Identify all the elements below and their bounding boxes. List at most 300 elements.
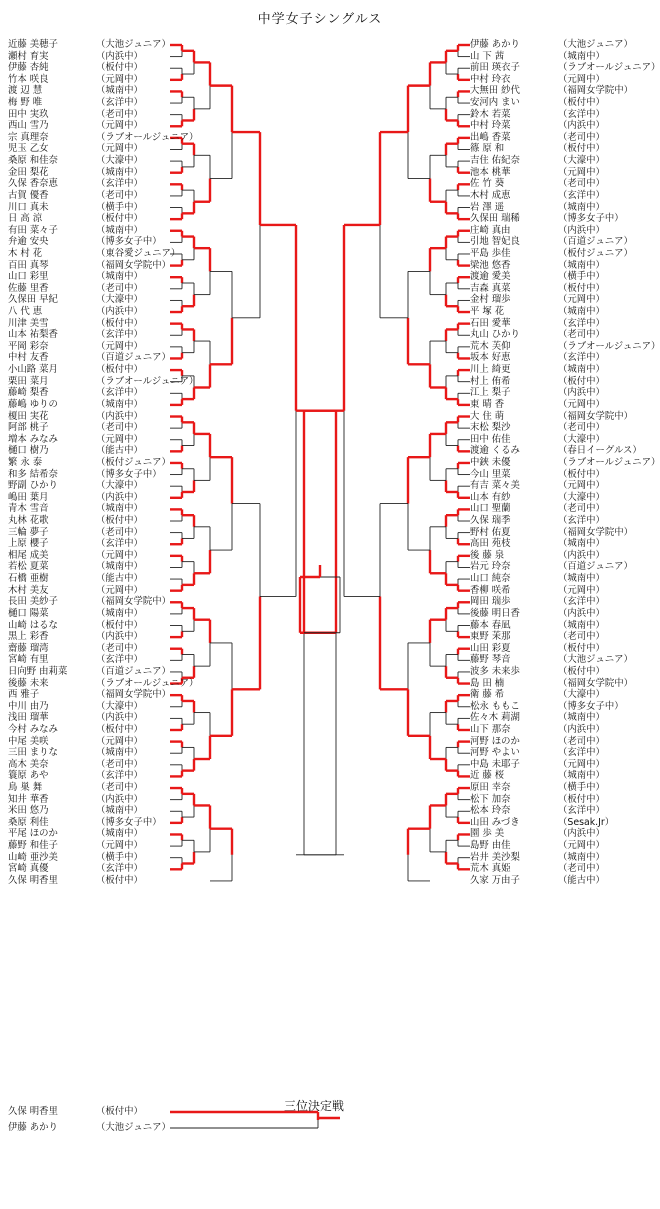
team-name: （大濠中） <box>558 433 605 445</box>
right-entry <box>470 318 640 330</box>
player-name: 荒木 芙仰 <box>470 340 511 352</box>
left-entry <box>8 318 178 330</box>
team-name: （玄洋中） <box>558 317 605 329</box>
player-name: 島 田 楠 <box>470 677 505 689</box>
left-entry <box>8 828 178 840</box>
team-name: （Sesak.Jr） <box>558 816 615 828</box>
team-name: （城南中） <box>96 503 143 515</box>
left-entry <box>8 97 178 109</box>
team-name: （横手中） <box>96 201 143 213</box>
player-name: 藤野 和佳子 <box>8 840 58 852</box>
right-entry <box>470 573 640 585</box>
team-name: （老司中） <box>558 735 605 747</box>
right-entry <box>470 643 640 655</box>
player-name: 古賀 優香 <box>8 189 49 201</box>
team-name: （城南中） <box>558 259 605 271</box>
right-entry <box>470 434 640 446</box>
team-name: （大濠中） <box>96 155 143 167</box>
team-name: （老司中） <box>558 178 605 190</box>
team-name: （福岡女学院中） <box>558 526 634 538</box>
team-name: （内浜中） <box>96 491 143 503</box>
player-name: 黒上 彩香 <box>8 631 49 643</box>
player-name: 河野 ほのか <box>470 735 520 747</box>
team-name: （板付中） <box>96 364 143 376</box>
right-entry <box>470 225 640 237</box>
team-name: （玄洋中） <box>96 770 143 782</box>
right-entry <box>470 352 640 364</box>
player-name: 渡逾 愛美 <box>470 271 511 283</box>
player-name: 木村 美友 <box>8 584 49 596</box>
left-entry <box>8 585 178 597</box>
player-name: 山 下 茜 <box>470 50 505 62</box>
player-name: 竹本 咲良 <box>8 73 49 85</box>
right-entry <box>470 329 640 341</box>
left-entry <box>8 875 178 887</box>
team-name: （内浜中） <box>96 631 143 643</box>
right-entry <box>470 747 640 759</box>
player-name: 前田 瑛衣子 <box>470 62 520 74</box>
team-name: （内浜中） <box>558 387 605 399</box>
player-name: 有田 菜々子 <box>8 224 58 236</box>
player-name: 山崎 亜沙美 <box>8 851 58 863</box>
team-name: （玄洋中） <box>96 97 143 109</box>
right-entry <box>470 213 640 225</box>
right-entry <box>470 202 640 214</box>
right-entry <box>470 260 640 272</box>
team-name: （板付ジュニア） <box>96 456 171 468</box>
team-name: （板付中） <box>96 874 143 886</box>
player-name: 庄崎 真由 <box>470 224 511 236</box>
player-name: 久保 香奈恵 <box>8 178 58 190</box>
left-entry <box>8 573 178 585</box>
right-entry <box>470 852 640 864</box>
right-entry <box>470 399 640 411</box>
player-name: 渡逾 くるみ <box>470 445 520 457</box>
right-entry <box>470 515 640 527</box>
left-entry <box>8 294 178 306</box>
team-name: （元岡中） <box>96 73 143 85</box>
player-name: 山下 那奈 <box>470 723 511 735</box>
left-entry <box>8 375 199 388</box>
left-entry <box>8 492 178 504</box>
team-name: （板付中） <box>558 665 605 677</box>
left-entry <box>8 202 178 214</box>
player-name: 近藤 美穂子 <box>8 39 58 50</box>
player-name: 東野 茉那 <box>470 631 511 643</box>
left-entry <box>8 770 178 782</box>
team-name: （東谷愛ジュニア） <box>96 247 181 259</box>
left-entry <box>8 260 178 272</box>
right-entry <box>470 74 640 86</box>
team-name: （玄洋中） <box>96 654 143 666</box>
team-name: （横手中） <box>558 271 605 283</box>
left-entry <box>8 109 178 121</box>
team-name: （内浜中） <box>558 607 605 619</box>
team-name: （城南中） <box>96 805 143 817</box>
right-entry <box>470 527 640 539</box>
player-name: 宮崎 有里 <box>8 654 49 666</box>
right-entry <box>470 422 640 434</box>
team-name: （老司中） <box>558 422 605 434</box>
team-name: （能古中） <box>96 573 143 585</box>
player-name: 樋口 陽菜 <box>8 607 49 619</box>
player-name: 平岡 彩奈 <box>8 340 49 352</box>
player-name: 増本 みなみ <box>8 433 58 445</box>
player-name: 河野 やよい <box>470 747 520 759</box>
team-name: （元岡中） <box>96 143 143 155</box>
team-name: （大池ジュニア） <box>96 1122 171 1133</box>
team-name: （博多女子中） <box>558 213 624 225</box>
player-name: 米田 悠乃 <box>8 805 49 817</box>
player-name: 岩 澤 遥 <box>470 201 505 213</box>
right-entry <box>470 97 640 109</box>
left-entry <box>8 51 178 63</box>
player-name: 瀬村 育実 <box>8 50 49 62</box>
player-name: 川口 真未 <box>8 201 49 213</box>
right-entry <box>470 445 640 457</box>
third-place-entry <box>8 1122 178 1134</box>
team-name: （城南中） <box>96 747 143 759</box>
left-entry <box>8 85 178 97</box>
player-name: 後藤 未来 <box>8 677 49 689</box>
left-entry <box>8 178 178 190</box>
team-name: （城南中） <box>96 166 143 178</box>
team-name: （内浜中） <box>96 50 143 62</box>
left-entry <box>8 131 199 144</box>
team-name: （玄洋中） <box>558 108 605 120</box>
team-name: （老司中） <box>96 526 143 538</box>
team-name: （老司中） <box>558 131 605 143</box>
right-entry <box>470 678 640 690</box>
right-entry <box>470 109 640 121</box>
player-name: 知井 華香 <box>8 793 49 805</box>
player-name: 岩井 美沙梨 <box>470 851 520 863</box>
right-entry <box>470 770 640 782</box>
team-name: （城南中） <box>558 538 605 550</box>
right-entry <box>470 689 640 701</box>
left-entry <box>8 643 178 655</box>
right-entry <box>470 875 640 887</box>
player-name: 山口 彩里 <box>8 271 49 283</box>
team-name: （板付中） <box>558 793 605 805</box>
left-entry <box>8 143 178 155</box>
right-entry <box>470 62 660 74</box>
player-name: 青木 雪音 <box>8 503 49 515</box>
team-name: （春日イーグルス） <box>558 445 642 457</box>
player-name: 梅 野 唯 <box>8 97 43 109</box>
left-entry <box>8 155 178 167</box>
left-entry <box>8 863 178 875</box>
right-entry <box>470 701 640 713</box>
right-entry <box>470 561 640 573</box>
left-entry <box>8 422 178 434</box>
team-name: （老司中） <box>558 329 605 341</box>
player-name: 衛 藤 希 <box>470 689 505 701</box>
player-name: 藤本 春凪 <box>470 619 511 631</box>
team-name: （板付中） <box>96 1106 143 1117</box>
player-name: 末松 梨沙 <box>470 422 511 434</box>
player-name: 丸林 花歌 <box>8 515 49 526</box>
team-name: （老司中） <box>558 503 605 515</box>
team-name: （城南中） <box>96 828 143 840</box>
player-name: 原田 幸奈 <box>470 782 511 794</box>
player-name: 高田 苑枝 <box>470 538 511 550</box>
team-name: （玄洋中） <box>558 352 605 364</box>
page-title: 中学女子シングルス <box>257 12 383 27</box>
right-entry <box>470 167 640 179</box>
team-name: （福岡女学院中） <box>96 596 172 608</box>
left-entry <box>8 225 178 237</box>
player-name: 宮崎 真優 <box>8 863 49 875</box>
right-entry <box>470 376 640 388</box>
team-name: （内浜中） <box>96 712 143 724</box>
right-entry <box>470 712 640 724</box>
team-name: （老司中） <box>96 422 143 434</box>
team-name: （大濠中） <box>96 294 143 306</box>
team-name: （老司中） <box>96 782 143 794</box>
team-name: （板付中） <box>558 468 605 480</box>
player-name: 石橋 亜樹 <box>8 573 49 585</box>
player-name: 藤嶋 ゆりの <box>8 398 58 410</box>
left-entry <box>8 120 178 132</box>
team-name: （板付中） <box>96 213 143 225</box>
player-name: 佐々木 莉湖 <box>470 712 520 724</box>
player-name: 岩元 玲奈 <box>470 561 511 573</box>
team-name: （元岡中） <box>96 735 143 747</box>
player-name: 上原 櫻子 <box>8 538 49 550</box>
player-name: 佐 竹 葵 <box>470 178 505 190</box>
right-entry <box>470 492 640 504</box>
player-name: 佐藤 里香 <box>8 282 49 294</box>
player-name: 山田 彩夏 <box>470 642 511 654</box>
left-entry <box>8 434 178 446</box>
player-name: 田中 佑佳 <box>470 433 511 445</box>
right-entry <box>470 620 640 632</box>
left-entry <box>8 550 178 562</box>
team-name: （城南中） <box>96 224 143 236</box>
player-name: 有吉 菜々美 <box>470 480 520 492</box>
player-name: 弁逾 安央 <box>8 236 49 248</box>
right-entry <box>470 538 640 550</box>
team-name: （老司中） <box>96 758 143 770</box>
player-name: 山口 聖蘭 <box>470 503 511 515</box>
player-name: 松永 ももこ <box>470 700 520 712</box>
player-name: 阿部 桃子 <box>8 422 49 434</box>
left-entry <box>8 631 178 643</box>
team-name: （大濠中） <box>558 155 605 167</box>
team-name: （板付中） <box>558 375 605 387</box>
right-entry <box>470 666 640 678</box>
player-name: 山崎 はるな <box>8 619 58 631</box>
team-name: （元岡中） <box>96 340 143 352</box>
player-name: 鈴木 若菜 <box>470 108 511 120</box>
team-name: （内浜中） <box>558 828 605 840</box>
team-name: （板付中） <box>96 317 143 329</box>
left-entry <box>8 759 178 771</box>
right-entry <box>470 143 640 155</box>
team-name: （元岡中） <box>558 480 605 492</box>
team-name: （大濠中） <box>558 689 605 701</box>
team-name: （城南中） <box>96 398 143 410</box>
team-name: （大濠中） <box>96 480 143 492</box>
team-name: （玄洋中） <box>96 329 143 341</box>
right-entry <box>470 828 640 840</box>
player-name: 三田 まりな <box>8 747 58 759</box>
player-name: 島野 由佳 <box>470 840 511 852</box>
left-entry <box>8 39 178 51</box>
right-entry <box>470 550 640 562</box>
right-entry <box>470 736 640 748</box>
team-name: （玄洋中） <box>558 805 605 817</box>
left-entry <box>8 666 178 678</box>
team-name: （大池ジュニア） <box>558 654 633 666</box>
right-entry <box>470 85 640 97</box>
team-name: （元岡中） <box>558 398 605 410</box>
team-name: （大濠中） <box>558 491 605 503</box>
player-name: 若松 夏菜 <box>8 561 49 573</box>
team-name: （博多女子中） <box>96 468 162 480</box>
right-entry <box>470 585 640 597</box>
left-entry <box>8 457 178 469</box>
right-entry <box>470 759 640 771</box>
left-entry <box>8 364 178 376</box>
team-name: （横手中） <box>558 782 605 794</box>
team-name: （城南中） <box>96 607 143 619</box>
team-name: （能古中） <box>96 445 143 457</box>
left-entry <box>8 620 178 632</box>
player-name: 宗 真理奈 <box>8 131 49 143</box>
team-name: （能古中） <box>558 874 605 886</box>
left-entry <box>8 271 178 283</box>
player-name: 山本 有紗 <box>470 491 511 503</box>
right-entry <box>470 654 640 666</box>
team-name: （老司中） <box>96 189 143 201</box>
player-name: 伊藤 あかり <box>8 1122 58 1133</box>
player-name: 久保 明香里 <box>8 1106 58 1117</box>
player-name: 渡 辺 慧 <box>8 85 43 97</box>
right-entry <box>470 340 660 353</box>
player-name: 三輪 夢子 <box>8 526 49 538</box>
team-name: （元岡中） <box>96 584 143 596</box>
player-name: 伊藤 あかり <box>470 39 520 50</box>
left-entry <box>8 503 178 515</box>
player-name: 簑原 あや <box>8 770 49 782</box>
player-name: 引地 智妃良 <box>470 236 520 248</box>
right-entry <box>470 805 640 817</box>
left-entry <box>8 701 178 713</box>
player-name: 伊藤 杏純 <box>8 62 49 74</box>
left-entry <box>8 445 178 457</box>
right-entry <box>470 248 640 260</box>
left-entry <box>8 817 178 829</box>
player-name: 香柳 咲希 <box>470 584 511 596</box>
right-entry <box>470 596 640 608</box>
team-name: （元岡中） <box>558 758 605 770</box>
left-entry <box>8 596 178 608</box>
player-name: 中島 未耶子 <box>470 758 520 770</box>
team-name: （元岡中） <box>558 840 605 852</box>
left-entry <box>8 712 178 724</box>
right-entry <box>470 51 640 63</box>
right-entry <box>470 178 640 190</box>
player-name: 相尾 成美 <box>8 549 49 561</box>
team-name: （元岡中） <box>96 840 143 852</box>
player-name: 藤野 琴音 <box>470 654 511 666</box>
player-name: 久家 万由子 <box>470 874 520 886</box>
right-entry <box>470 155 640 167</box>
left-entry <box>8 689 178 701</box>
player-name: 川上 綺更 <box>470 364 511 376</box>
team-name: （板付中） <box>96 723 143 735</box>
player-name: 藤崎 梨香 <box>8 387 49 399</box>
team-name: （玄洋中） <box>558 596 605 608</box>
team-name: （ラブオールジュニア） <box>558 62 660 74</box>
left-entry <box>8 411 178 423</box>
player-name: 中尾 美咲 <box>8 735 49 747</box>
left-entry <box>8 736 178 748</box>
player-name: 後 藤 泉 <box>470 549 505 561</box>
player-name: 松下 加奈 <box>470 793 511 805</box>
left-entry <box>8 527 178 539</box>
player-name: 岡田 瑞歩 <box>470 596 511 608</box>
player-name: 平 塚 花 <box>470 306 505 318</box>
team-name: （板付中） <box>96 619 143 631</box>
team-name: （福岡女学院中） <box>558 677 634 689</box>
left-entry <box>8 74 178 86</box>
left-entry <box>8 341 178 353</box>
left-entry <box>8 677 199 690</box>
left-entry <box>8 247 181 260</box>
player-name: 金村 瑠歩 <box>470 294 511 306</box>
team-name: （福岡女学院中） <box>96 689 172 701</box>
right-entry <box>470 608 640 620</box>
player-name: 田中 実玖 <box>8 108 49 120</box>
player-name: 嶋田 葉月 <box>8 491 49 503</box>
player-name: 樋口 樹乃 <box>8 445 49 457</box>
left-entry <box>8 480 178 492</box>
team-name: （元岡中） <box>558 294 605 306</box>
left-entry <box>8 306 178 318</box>
team-name: （老司中） <box>558 863 605 875</box>
team-name: （内浜中） <box>96 306 143 318</box>
player-name: 川津 美雪 <box>8 317 49 329</box>
team-name: （城南中） <box>96 561 143 573</box>
team-name: （板付ジュニア） <box>558 247 633 259</box>
team-name: （城南中） <box>558 619 605 631</box>
team-name: （百道ジュニア） <box>96 665 171 677</box>
team-name: （元岡中） <box>558 73 605 85</box>
left-entry <box>8 283 178 295</box>
team-name: （城南中） <box>558 712 605 724</box>
team-name: （百道ジュニア） <box>96 352 171 364</box>
right-entry <box>470 782 640 794</box>
player-name: 石田 愛華 <box>470 317 511 329</box>
right-entry <box>470 724 640 736</box>
team-name: （城南中） <box>558 364 605 376</box>
player-name: 山口 純奈 <box>470 573 511 585</box>
player-name: 金田 梨花 <box>8 166 49 178</box>
player-name: 近 藤 桜 <box>470 770 505 782</box>
left-entry <box>8 213 178 225</box>
left-entry <box>8 561 178 573</box>
player-name: 中村 玲菜 <box>470 120 511 132</box>
right-entry <box>470 480 640 492</box>
player-name: 西山 雪乃 <box>8 120 49 132</box>
player-name: 和多 結希奈 <box>8 468 58 480</box>
player-name: 榎田 実花 <box>8 410 49 422</box>
right-entry <box>470 469 640 481</box>
team-name: （玄洋中） <box>96 863 143 875</box>
